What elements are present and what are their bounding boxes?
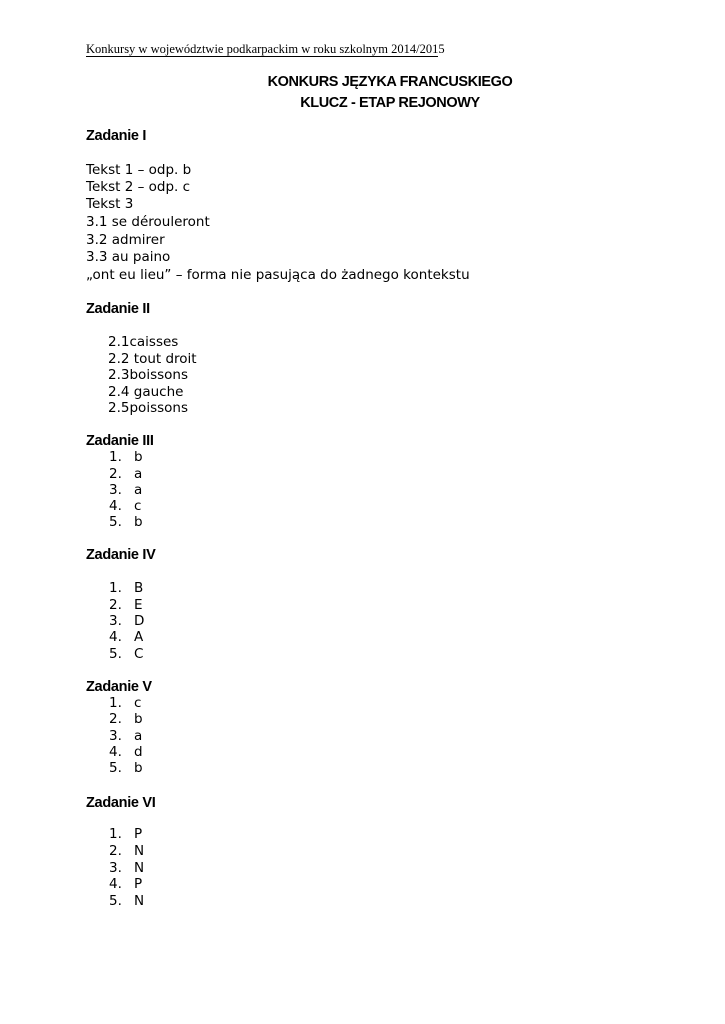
answer-line: Tekst 2 – odp. c (86, 179, 191, 195)
section-heading-z4: Zadanie IV (86, 547, 156, 563)
list-item: 1. c (109, 695, 142, 711)
section-heading-z1: Zadanie I (86, 128, 147, 144)
list-item: 5. N (109, 893, 145, 909)
list-item: 1. b (109, 449, 143, 465)
answer-line: 3.1 se dérouleront (86, 214, 210, 230)
list-item: 4. d (109, 744, 143, 760)
list-item: 2.5poissons (108, 400, 188, 416)
section-heading-z5: Zadanie V (86, 679, 152, 695)
answer-line: 3.2 admirer (86, 232, 165, 248)
list-item: 2.1caisses (108, 334, 179, 350)
list-item: 5. C (109, 646, 144, 662)
list-item: 3. a (109, 482, 143, 498)
list-item: 5. b (109, 760, 143, 776)
list-item: 3. a (109, 728, 143, 744)
document-subtitle: KLUCZ - ETAP REJONOWY (300, 95, 480, 111)
list-item: 2. N (109, 843, 145, 859)
page-header: Konkursy w województwie podkarpackim w roku szkolnym 2014/2015 (86, 42, 445, 56)
answer-note: „ont eu lieu” – forma nie pasująca do żadnego kontekstu (86, 267, 470, 283)
list-item: 2.4 gauche (108, 384, 184, 400)
answer-line: Tekst 3 (86, 196, 134, 212)
answer-line: Tekst 1 – odp. b (86, 162, 192, 178)
list-item: 2.3boissons (108, 367, 188, 383)
answer-line: 3.3 au paino (86, 249, 171, 265)
list-item: 1. P (109, 826, 143, 842)
list-item: 2. a (109, 466, 143, 482)
section-heading-z2: Zadanie II (86, 301, 150, 317)
section-heading-z6: Zadanie VI (86, 795, 156, 811)
list-item: 3. D (109, 613, 145, 629)
list-item: 4. c (109, 498, 142, 514)
list-item: 2. E (109, 597, 143, 613)
list-item: 5. b (109, 514, 143, 530)
list-item: 3. N (109, 860, 145, 876)
list-item: 2.2 tout droit (108, 351, 197, 367)
list-item: 4. P (109, 876, 143, 892)
list-item: 2. b (109, 711, 143, 727)
list-item: 1. B (109, 580, 144, 596)
document-title: KONKURS JĘZYKA FRANCUSKIEGO (267, 74, 513, 90)
section-heading-z3: Zadanie III (86, 433, 154, 449)
list-item: 4. A (109, 629, 144, 645)
